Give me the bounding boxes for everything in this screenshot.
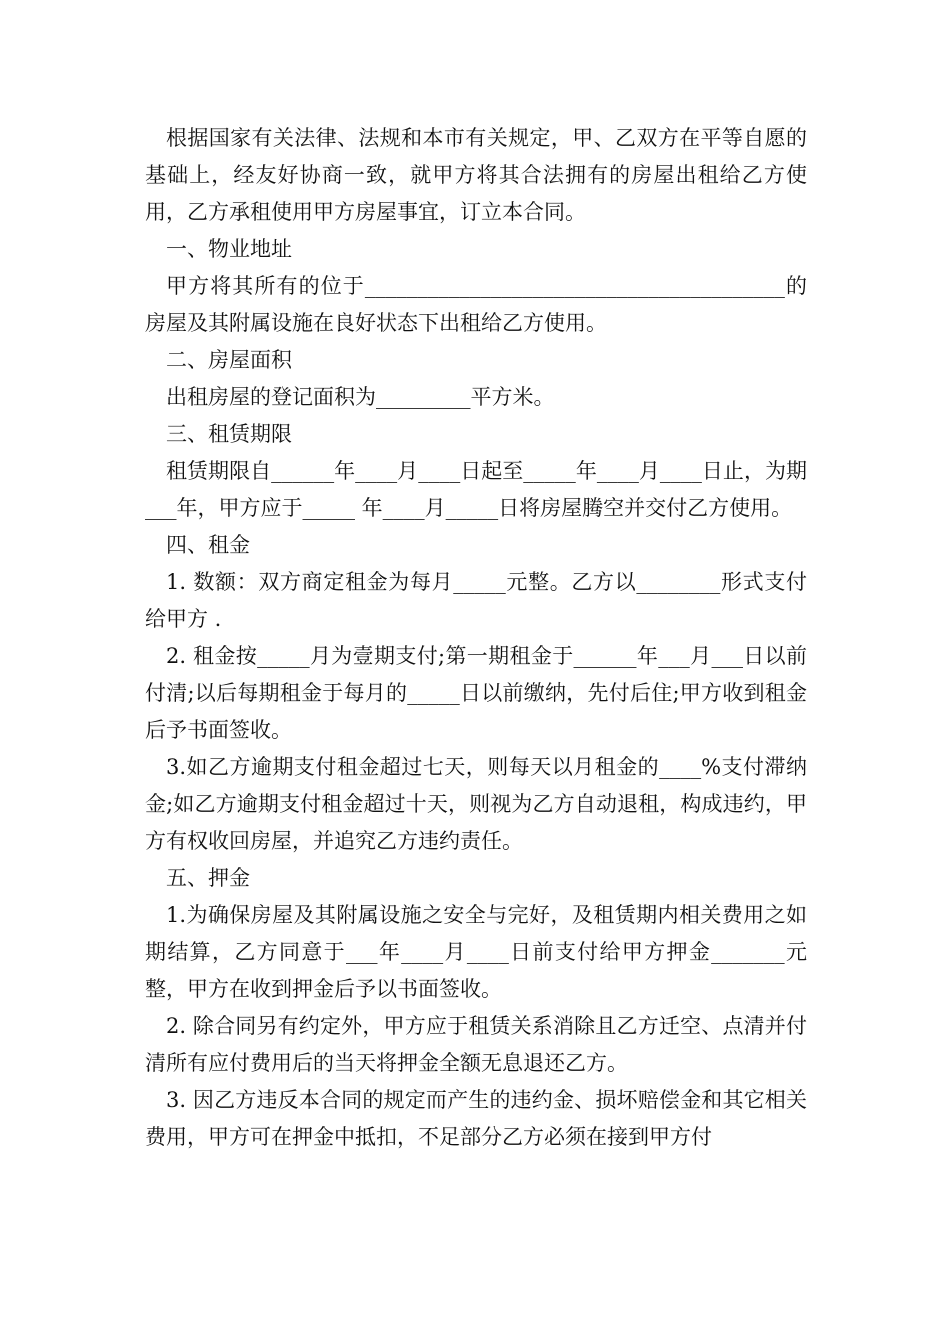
address-paragraph: 甲方将其所有的位于________________________________________的房屋及其附属设施在良好状态下出租给乙方使用。 <box>145 274 807 335</box>
deposit-clause-3: 3. 因乙方违反本合同的规定而产生的违约金、损坏赔偿金和其它相关费用，甲方可在押金中抵扣，不足部分乙方必须在接到甲方付 <box>145 1088 807 1149</box>
rent-clause-2: 2. 租金按_____月为壹期支付;第一期租金于______年___月___日以前付清;以后每期租金于每月的_____日以前缴纳，先付后住;甲方收到租金后予书面签收。 <box>145 644 807 742</box>
section-heading-address: 一、物业地址 <box>166 237 292 261</box>
area-paragraph: 出租房屋的登记面积为_________平方米。 <box>166 385 555 409</box>
deposit-clause-2: 2. 除合同另有约定外，甲方应于租赁关系消除且乙方迁空、点清并付清所有应付费用后的当天将押金全额无息退还乙方。 <box>145 1014 807 1075</box>
deposit-clause-1: 1.为确保房屋及其附属设施之安全与完好，及租赁期内相关费用之如期结算，乙方同意于___年____月____日前支付给甲方押金_______元整，甲方在收到押金后予以书面签收。 <box>145 903 807 1001</box>
intro-paragraph: 根据国家有关法律、法规和本市有关规定，甲、乙双方在平等自愿的基础上，经友好协商一致，就甲方将其合法拥有的房屋出租给乙方使用，乙方承租使用甲方房屋事宜，订立本合同。 <box>145 126 807 224</box>
rent-clause-3: 3.如乙方逾期支付租金超过七天，则每天以月租金的____%支付滞纳金;如乙方逾期支付租金超过十天，则视为乙方自动退租，构成违约，甲方有权收回房屋，并追究乙方违约责任。 <box>145 755 807 853</box>
section-heading-term: 三、租赁期限 <box>166 422 292 446</box>
section-heading-rent: 四、租金 <box>166 533 250 557</box>
section-heading-deposit: 五、押金 <box>166 866 250 890</box>
contract-page <box>145 120 807 1156</box>
section-heading-area: 二、房屋面积 <box>166 348 292 372</box>
term-paragraph: 租赁期限自______年____月____日起至_____年____月____日止，为期___年，甲方应于_____ 年____月_____日将房屋腾空并交付乙方使用。 <box>145 459 807 520</box>
rent-clause-1: 1. 数额：双方商定租金为每月_____元整。乙方以________形式支付给甲方 . <box>145 570 807 631</box>
